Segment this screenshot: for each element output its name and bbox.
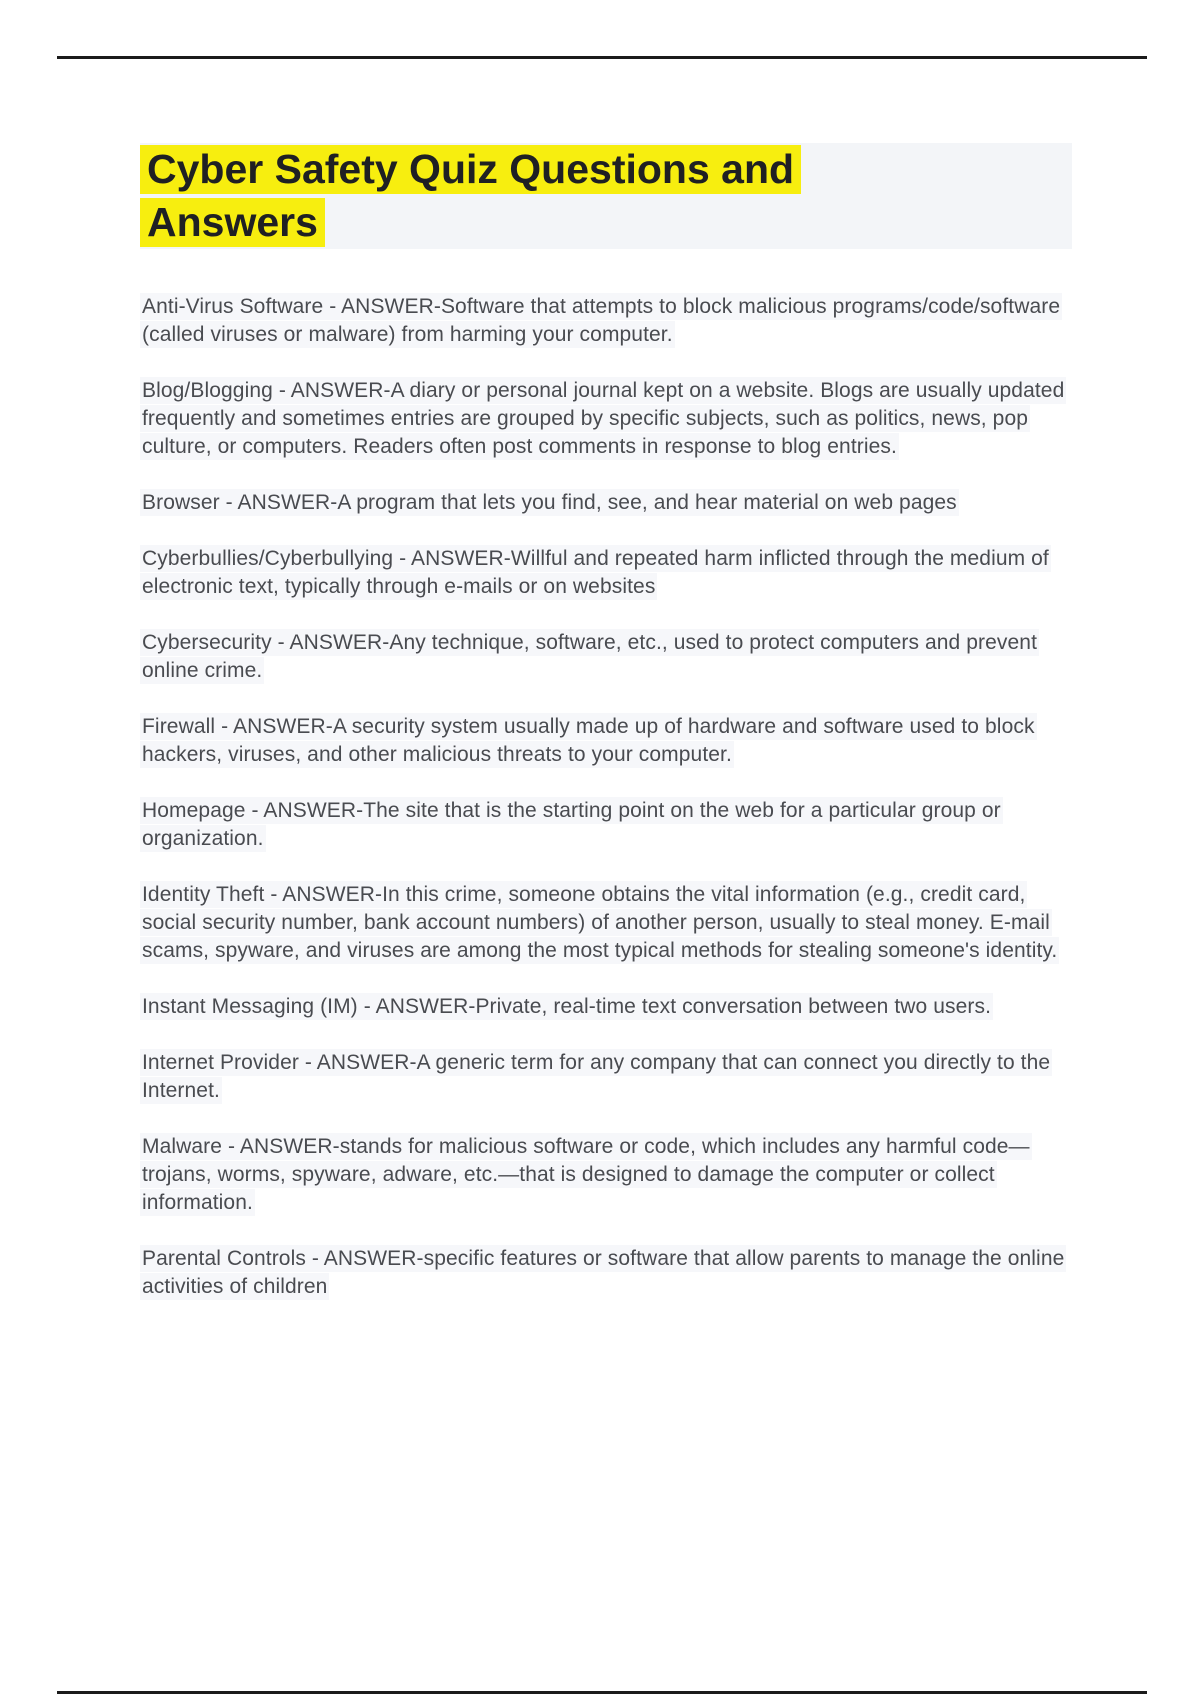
answer-separator: - ANSWER- <box>222 1135 340 1158</box>
answer-separator: - ANSWER- <box>393 547 511 570</box>
answer-separator: - ANSWER- <box>357 995 476 1018</box>
definition-text: Software that attempts to block malicious programs/code/software (called viruses or malware) from harming your computer. <box>142 295 1061 346</box>
glossary-entry <box>140 489 1072 517</box>
answer-separator: - ANSWER- <box>219 491 338 514</box>
answer-separator: - ANSWER- <box>298 1051 417 1074</box>
term-text: Malware <box>142 1135 223 1158</box>
page-content <box>140 143 1072 1329</box>
term-text: Blog/Blogging <box>142 379 273 402</box>
term-text: Cybersecurity <box>142 631 272 654</box>
term-text: Parental Controls <box>142 1247 306 1270</box>
answer-separator: - ANSWER- <box>215 715 333 738</box>
answer-separator: - ANSWER- <box>305 1247 424 1270</box>
term-text: Browser <box>142 491 220 514</box>
definition-text: The site that is the starting point on the web for a particular group or organization. <box>142 799 1001 850</box>
glossary-entry <box>140 1049 1072 1105</box>
glossary-entry <box>140 293 1072 349</box>
definition-text: Any technique, software, etc., used to protect computers and prevent online crime. <box>142 631 1038 682</box>
definition-text: A program that lets you find, see, and hear material on web pages <box>337 491 957 514</box>
title-highlight-line1: Cyber Safety Quiz Questions and <box>140 145 801 194</box>
top-rule <box>57 56 1147 59</box>
answer-separator: - ANSWER- <box>245 799 364 822</box>
definition-text: Willful and repeated harm inflicted through the medium of electronic text, typically through e-mails or on websites <box>142 547 1049 598</box>
answer-separator: - ANSWER- <box>271 631 390 654</box>
definition-text: specific features or software that allow parents to manage the online activities of children <box>142 1247 1065 1298</box>
term-text: Cyberbullies/Cyberbullying <box>142 547 394 570</box>
glossary-entry <box>140 1133 1072 1217</box>
glossary-entry <box>140 545 1072 601</box>
answer-separator: - ANSWER- <box>323 295 441 318</box>
glossary-entry <box>140 713 1072 769</box>
definition-text: stands for malicious software or code, which includes any harmful code—trojans, worms, spyware, adware, etc.—that is designed to damage the computer or collect information. <box>142 1135 1030 1214</box>
glossary-entry <box>140 629 1072 685</box>
glossary-entry <box>140 881 1072 965</box>
term-text: Internet Provider <box>142 1051 299 1074</box>
term-text: Homepage <box>142 799 246 822</box>
answer-separator: - ANSWER- <box>264 883 383 906</box>
glossary-list <box>140 293 1072 1301</box>
answer-separator: - ANSWER- <box>272 379 391 402</box>
glossary-entry <box>140 1245 1072 1301</box>
glossary-entry <box>140 797 1072 853</box>
term-text: Firewall <box>142 715 216 738</box>
term-text: Anti-Virus Software <box>142 295 324 318</box>
glossary-entry <box>140 993 1072 1021</box>
term-text: Identity Theft <box>142 883 265 906</box>
definition-text: A diary or personal journal kept on a website. Blogs are usually updated frequently and sometimes entries are grouped by specific subjects, such as politics, news, pop culture, or computers. Readers often post comments in response to blog entries. <box>142 379 1065 458</box>
bottom-rule <box>57 1691 1147 1694</box>
page-title <box>140 143 1072 249</box>
definition-text: Private, real-time text conversation between two users. <box>475 995 992 1018</box>
definition-text: In this crime, someone obtains the vital information (e.g., credit card, social security number, bank account numbers) of another person, usually to steal money. E-mail scams, spyware, and viruses are among the most typical methods for stealing someone's identity. <box>142 883 1058 962</box>
definition-text: A security system usually made up of hardware and software used to block hackers, viruses, and other malicious threats to your computer. <box>142 715 1035 766</box>
title-highlight-line2: Answers <box>140 198 325 247</box>
term-text: Instant Messaging (IM) <box>142 995 358 1018</box>
definition-text: A generic term for any company that can connect you directly to the Internet. <box>142 1051 1051 1102</box>
glossary-entry <box>140 377 1072 461</box>
